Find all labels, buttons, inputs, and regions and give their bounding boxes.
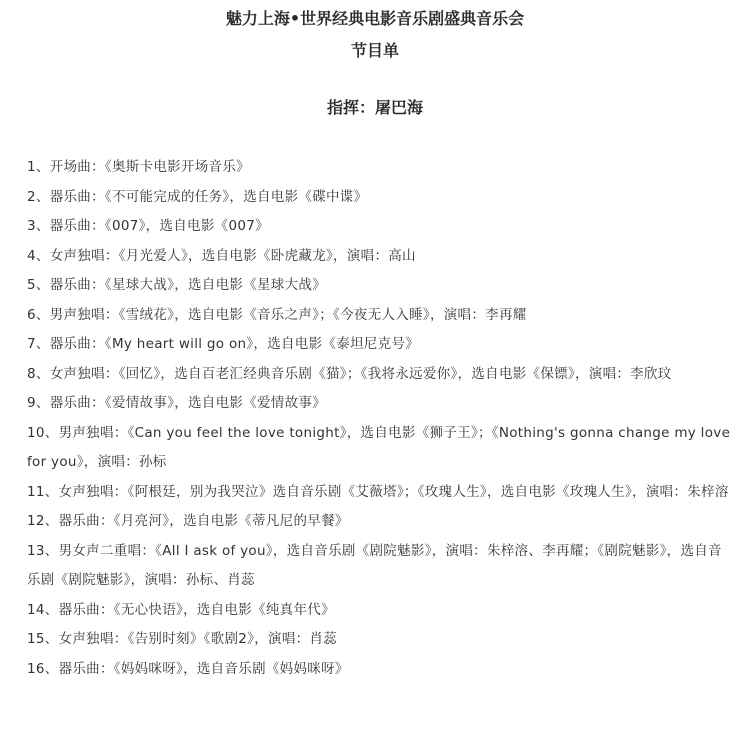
document-subtitle: 节目单: [350, 41, 399, 60]
program-item: 14、器乐曲：《无心快语》，选自电影《纯真年代》: [27, 601, 335, 618]
program-item: 4、女声独唱：《月光爱人》，选自电影《卧虎藏龙》，演唱：高山: [27, 247, 416, 264]
program-item: 16、器乐曲：《妈妈咪呀》，选自音乐剧《妈妈咪呀》: [27, 660, 349, 677]
program-item: 1、开场曲：《奥斯卡电影开场音乐》: [27, 159, 250, 175]
program-item: 5、器乐曲：《星球大战》，选自电影《星球大战》: [27, 277, 326, 293]
program-item: 8、女声独唱：《回忆》，选自百老汇经典音乐剧《猫》；《我将永远爱你》，选自电影《保镖》，演唱：李欣玟: [27, 365, 672, 382]
program-list: [27, 153, 735, 684]
program-item: 13、男女声二重唱：《All I ask of you》，选自音乐剧《剧院魅影》，演唱：朱梓溶、李再耀；《剧院魅影》，选自音乐剧《剧院魅影》，演唱：孙标、肖蕊: [27, 542, 722, 588]
program-item: 3、器乐曲：《007》，选自电影《007》: [27, 218, 269, 234]
program-item: 12、器乐曲：《月亮河》，选自电影《蒂凡尼的早餐》: [27, 513, 349, 529]
program-item: 7、器乐曲：《My heart will go on》，选自电影《泰坦尼克号》: [27, 336, 420, 352]
program-item: 2、器乐曲：《不可能完成的任务》，选自电影《碟中谍》: [27, 188, 368, 205]
program-item: 6、男声独唱：《雪绒花》，选自电影《音乐之声》；《今夜无人入睡》，演唱：李再耀: [27, 306, 527, 323]
document-title: 魅力上海•世界经典电影音乐剧盛典音乐会: [225, 9, 525, 28]
program-item: 15、女声独唱：《告别时刻》《歌剧2》，演唱：肖蕊: [27, 631, 338, 647]
conductor-line: 指挥：屠巴海: [326, 98, 423, 117]
program-item: 10、男声独唱：《Can you feel the love tonight》，选自电影《狮子王》；《Nothing's gonna change my love for you》，演唱：孙标: [27, 424, 731, 470]
program-item: 11、女声独唱：《阿根廷，别为我哭泣》选自音乐剧《艾薇塔》；《玫瑰人生》，选自电影《玫瑰人生》，演唱：朱梓溶: [27, 483, 729, 500]
program-item: 9、器乐曲：《爱情故事》，选自电影《爱情故事》: [27, 395, 326, 411]
